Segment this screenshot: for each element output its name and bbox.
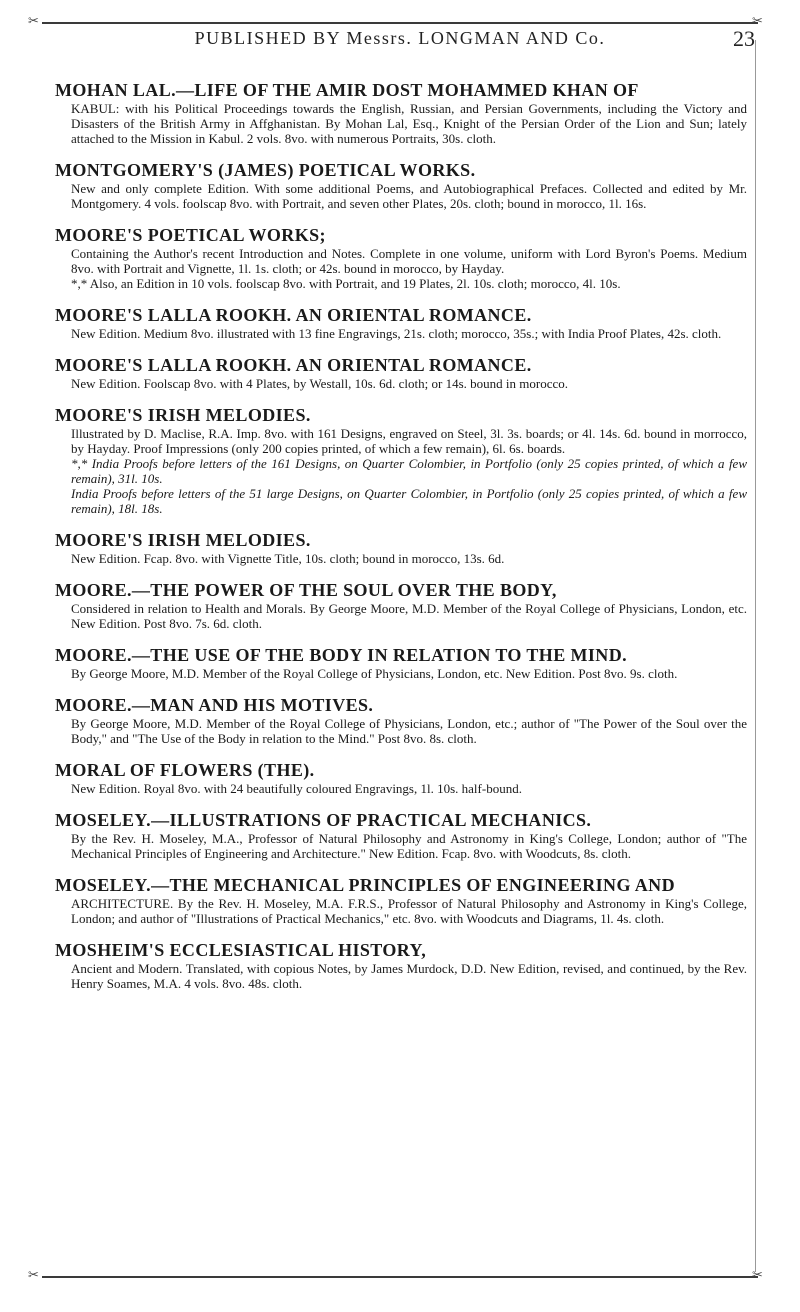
scissors-icon-bottom-right: ✂ bbox=[752, 1268, 763, 1283]
entry-note: *,* India Proofs before letters of the 161 Designs, on Quarter Colombier, in Portfolio (only 25 copies printed, of which a few remain), 31l. 10s. bbox=[71, 456, 747, 486]
entry-title: MOORE'S IRISH MELODIES. bbox=[55, 405, 311, 425]
catalogue-entry bbox=[55, 80, 747, 146]
entry-description: Considered in relation to Health and Morals. By George Moore, M.D. Member of the Royal College of Physicians, London, etc. New Edition. Post 8vo. 7s. 6d. cloth. bbox=[71, 601, 747, 631]
entry-title: MOORE.—THE USE OF THE BODY IN RELATION TO THE MIND. bbox=[55, 645, 628, 665]
entry-title: MOORE'S IRISH MELODIES. bbox=[55, 530, 311, 550]
entry-description: ARCHITECTURE. By the Rev. H. Moseley, M.A. F.R.S., Professor of Natural Philosophy and Astronomy in King's College, London; and author of "Illustrations of Practical Mechanics," etc. 8vo. with Woodcuts and Diagrams, 1l. 4s. cloth. bbox=[71, 896, 747, 926]
catalogue-entry bbox=[55, 530, 747, 566]
entry-description: Containing the Author's recent Introduction and Notes. Complete in one volume, uniform with Lord Byron's Poems. Medium 8vo. with Portrait and Vignette, 1l. 1s. cloth; or 42s. bound in morocco, by Hayday. bbox=[71, 246, 747, 276]
bottom-rule bbox=[42, 1276, 758, 1278]
entry-description: New Edition. Medium 8vo. illustrated with 13 fine Engravings, 21s. cloth; morocco, 35s.; with India Proof Plates, 42s. cloth. bbox=[71, 326, 722, 341]
catalogue-entry bbox=[55, 940, 747, 991]
catalogue-entry bbox=[55, 405, 747, 516]
scissors-icon-top-left: ✂ bbox=[28, 14, 39, 29]
entry-description: New Edition. Foolscap 8vo. with 4 Plates, by Westall, 10s. 6d. cloth; or 14s. bound in morocco. bbox=[71, 376, 569, 391]
entry-note: *,* Also, an Edition in 10 vols. foolscap 8vo. with Portrait, and 19 Plates, 2l. 10s. cloth; morocco, 4l. 10s. bbox=[71, 276, 621, 291]
entry-description: New and only complete Edition. With some additional Poems, and Autobiographical Prefaces. Collected and edited by Mr. Montgomery. 4 vols. foolscap 8vo. with Portrait, and seven other Plates, 20s. cloth; bound in morocco, 1l. 16s. bbox=[71, 181, 747, 211]
scissors-icon-bottom-left: ✂ bbox=[28, 1268, 39, 1283]
entry-title: MONTGOMERY'S (JAMES) POETICAL WORKS. bbox=[55, 160, 476, 180]
entry-title: MOHAN LAL.—LIFE OF THE AMIR DOST MOHAMMED KHAN OF bbox=[55, 80, 639, 100]
entry-title: MOORE.—MAN AND HIS MOTIVES. bbox=[55, 695, 374, 715]
entry-title: MOSELEY.—ILLUSTRATIONS OF PRACTICAL MECHANICS. bbox=[55, 810, 592, 830]
entry-description: KABUL: with his Political Proceedings towards the English, Russian, and Persian Governments, including the Victory and Disasters of the British Army in Affghanistan. By Mohan Lal, Esq., Knight of the Persian Order of the Lion and Sun; lately attached to the Mission in Kabul. 2 vols. 8vo. with numerous Portraits, 30s. cloth. bbox=[71, 101, 747, 146]
entry-title: MORAL OF FLOWERS (THE). bbox=[55, 760, 315, 780]
catalogue-entry bbox=[55, 760, 747, 796]
running-head: PUBLISHED BY Messrs. LONGMAN AND Co. bbox=[194, 28, 606, 48]
catalogue-list bbox=[55, 80, 747, 1005]
entry-title: MOSELEY.—THE MECHANICAL PRINCIPLES OF ENGINEERING AND bbox=[55, 875, 675, 895]
entry-title: MOSHEIM'S ECCLESIASTICAL HISTORY, bbox=[55, 940, 427, 960]
catalogue-entry bbox=[55, 875, 747, 926]
entry-title: MOORE.—THE POWER OF THE SOUL OVER THE BODY, bbox=[55, 580, 557, 600]
catalogue-entry bbox=[55, 645, 747, 681]
entry-title: MOORE'S LALLA ROOKH. AN ORIENTAL ROMANCE. bbox=[55, 305, 532, 325]
catalogue-entry bbox=[55, 225, 747, 291]
catalogue-entry bbox=[55, 305, 747, 341]
catalogue-entry bbox=[55, 355, 747, 391]
entry-description: Ancient and Modern. Translated, with copious Notes, by James Murdock, D.D. New Edition, revised, and continued, by the Rev. Henry Soames, M.A. 4 vols. 8vo. 48s. cloth. bbox=[71, 961, 747, 991]
right-margin-line bbox=[755, 40, 756, 1272]
entry-description: New Edition. Fcap. 8vo. with Vignette Title, 10s. cloth; bound in morocco, 13s. 6d. bbox=[71, 551, 505, 566]
entry-title: MOORE'S POETICAL WORKS; bbox=[55, 225, 326, 245]
entry-description: By George Moore, M.D. Member of the Royal College of Physicians, London, etc.; author of "The Power of the Soul over the Body," and "The Use of the Body in relation to the Mind." Post 8vo. 8s. cloth. bbox=[71, 716, 747, 746]
page-number: 23 bbox=[733, 26, 755, 51]
entry-title: MOORE'S LALLA ROOKH. AN ORIENTAL ROMANCE. bbox=[55, 355, 532, 375]
entry-description: By George Moore, M.D. Member of the Royal College of Physicians, London, etc. New Edition. Post 8vo. 9s. cloth. bbox=[71, 666, 678, 681]
entry-description: New Edition. Royal 8vo. with 24 beautifully coloured Engravings, 1l. 10s. half-bound. bbox=[71, 781, 522, 796]
entry-note: India Proofs before letters of the 51 large Designs, on Quarter Colombier, in Portfolio (only 25 copies printed, of which a few remain), 18l. 18s. bbox=[71, 486, 747, 516]
entry-description: By the Rev. H. Moseley, M.A., Professor of Natural Philosophy and Astronomy in King's College, London; author of "The Mechanical Principles of Engineering and Architecture." New Edition. Fcap. 8vo. with Woodcuts, 8s. cloth. bbox=[71, 831, 747, 861]
catalogue-entry bbox=[55, 810, 747, 861]
top-rule bbox=[42, 22, 758, 24]
catalogue-entry bbox=[55, 580, 747, 631]
entry-description: Illustrated by D. Maclise, R.A. Imp. 8vo. with 161 Designs, engraved on Steel, 3l. 3s. boards; or 4l. 14s. 6d. bound in morrocco, by Hayday. Proof Impressions (only 200 copies printed, of which a few remain), 6l. 6s. boards. bbox=[71, 426, 747, 456]
catalogue-entry bbox=[55, 695, 747, 746]
scissors-icon-top-right: ✂ bbox=[752, 14, 763, 29]
catalogue-entry bbox=[55, 160, 747, 211]
